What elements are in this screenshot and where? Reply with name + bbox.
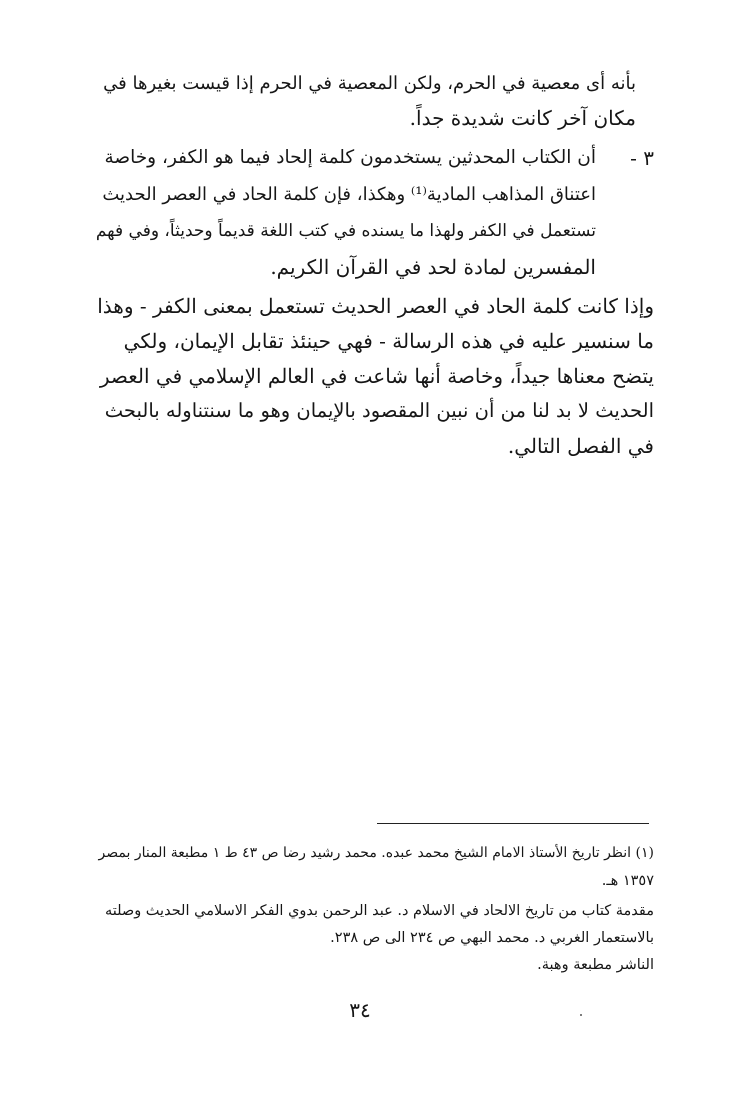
- text-line: تستعمل في الكفر ولهذا ما يسنده في كتب اللغة قديماً وحديثاً، وفي فهم: [95, 221, 596, 241]
- text-line: أن الكتاب المحدثين يستخدمون كلمة إلحاد فيما هو الكفر، وخاصة: [104, 147, 596, 168]
- numbered-item-3: [94, 144, 654, 284]
- paragraph-main: [94, 292, 654, 462]
- page-number: ٣٤: [349, 998, 371, 1022]
- paragraph-continuation: [96, 70, 636, 140]
- text-line: ما سنسير عليه في هذه الرسالة - فهي حينئذ تقابل الإيمان، ولكي: [123, 329, 654, 353]
- text-line: الحديث لا بد لنا من أن نبين المقصود بالإيمان وهو ما سنتناوله بالبحث: [104, 399, 654, 422]
- text-line: بأنه أى معصية في الحرم، ولكن المعصية في الحرم إذا قيست بغيرها في: [103, 73, 636, 94]
- footnote-line: الناشر مطبعة وهبة.: [537, 957, 654, 973]
- text-line: يتضح معناها جيداً، وخاصة أنها شاعت في العالم الإسلامي في العصر: [99, 364, 654, 388]
- footnote-line: (١) انظر تاريخ الأستاذ الامام الشيخ محمد عبده. محمد رشيد رضا ص ٤٣ ط ١ مطبعة المنار بمصر: [98, 845, 654, 861]
- item-number: ٣ -: [630, 146, 654, 170]
- item-text: [96, 144, 596, 284]
- text-line: اعتناق المذاهب المادية⁽¹⁾ وهكذا، فإن كلمة الحاد في العصر الحديث: [102, 184, 596, 205]
- text-line: مكان آخر كانت شديدة جداً.: [409, 106, 636, 130]
- text-line: المفسرين لمادة لحد في القرآن الكريم.: [270, 255, 596, 279]
- footnote-line: مقدمة كتاب من تاريخ الالحاد في الاسلام د. عبد الرحمن بدوي الفكر الاسلامي الحديث وصلته: [104, 903, 654, 919]
- footnote-line: بالاستعمار الغربي د. محمد البهي ص ٢٣٤ الى ص ٢٣٨.: [330, 930, 654, 946]
- footnote-separator: [377, 823, 649, 824]
- text-line: وإذا كانت كلمة الحاد في العصر الحديث تستعمل بمعنى الكفر - وهذا: [97, 294, 654, 318]
- scan-speck: [580, 1014, 582, 1016]
- footnote-line: ١٣٥٧ هـ.: [601, 873, 654, 889]
- text-line: في الفصل التالي.: [507, 434, 654, 458]
- footnotes: [94, 842, 654, 982]
